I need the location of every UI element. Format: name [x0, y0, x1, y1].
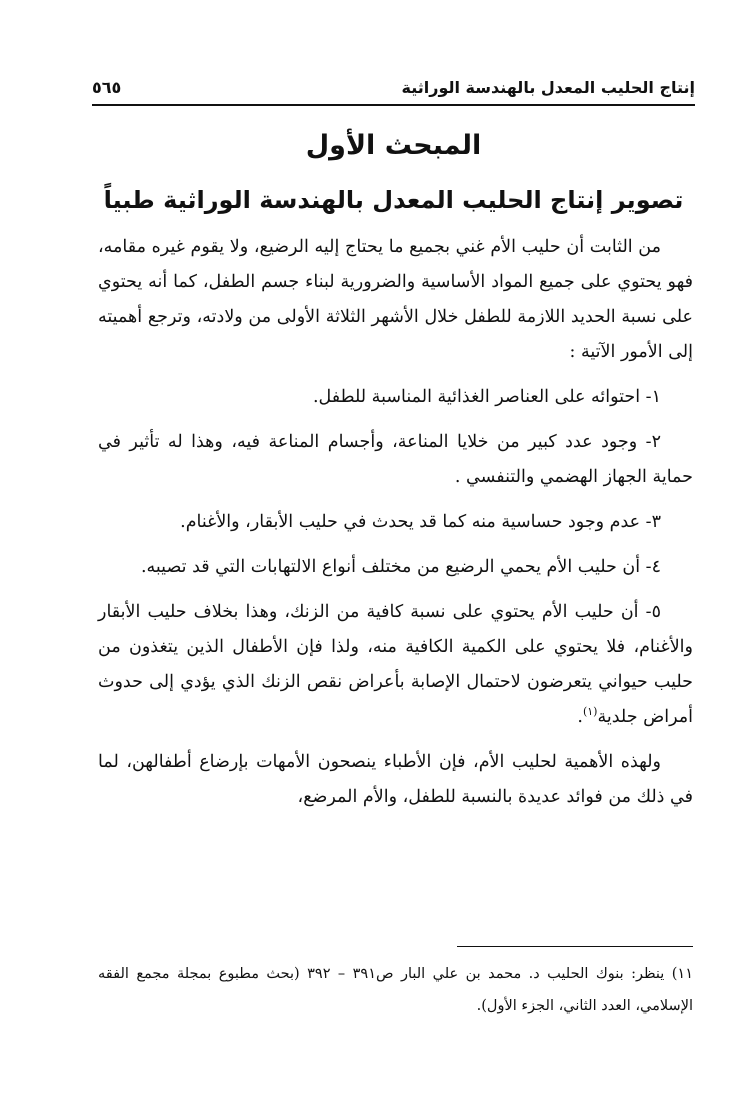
running-title: إنتاج الحليب المعدل بالهندسة الوراثية: [401, 77, 695, 97]
list-item-3: ٣- عدم وجود حساسية منه كما قد يحدث في حليب الأبقار، والأغنام.: [180, 512, 661, 532]
footnote: [98, 958, 693, 1022]
list-item-2: ٢- وجود عدد كبير من خلايا المناعة، وأجسام المناعة فيه، وهذا له تأثير في حماية الجهاز الهضمي والتنفسي .: [98, 432, 693, 487]
footnote-divider: [457, 946, 693, 947]
running-header: [92, 70, 695, 104]
list-item-5: [98, 595, 693, 735]
list-item-4: ٤- أن حليب الأم يحمي الرضيع من مختلف أنواع الالتهابات التي قد تصيبه.: [140, 557, 661, 577]
intro-paragraph: من الثابت أن حليب الأم غني بجميع ما يحتاج إليه الرضيع، ولا يقوم غيره مقامه، فهو يحتوي على جميع المواد الأساسية والضرورية لبناء جسم الطفل، كما أنه يحتوي على نسبة الحديد اللازمة للطفل خلال الأشهر الثلاثة الأولى من ولادته، وترجع أهميته إلى الأمور الآتية :: [98, 237, 693, 362]
page-number: ٥٦٥: [92, 77, 122, 97]
section-subtitle: تصوير إنتاج الحليب المعدل بالهندسة الوراثية طبياً: [103, 186, 684, 214]
body-text: [98, 230, 693, 815]
footnote-text: ١١) ينظر: بنوك الحليب د. محمد بن علي البار ص٣٩١ – ٣٩٢ (بحث مطبوع بمجلة مجمع الفقه الإسلامي، العدد الثاني، الجزء الأول).: [98, 966, 693, 1014]
header-divider: [92, 104, 695, 106]
closing-paragraph: ولهذه الأهمية لحليب الأم، فإن الأطباء ينصحون الأمهات بإرضاع أطفالهن، لما في ذلك من فوائد عديدة بالنسبة للطفل، والأم المرضع،: [98, 752, 693, 807]
list-item-5-end: .: [577, 707, 583, 727]
list-item-5-text: ٥- أن حليب الأم يحتوي على نسبة كافية من الزنك، وهذا بخلاف حليب الأبقار والأغنام، فلا يحتوي على الكمية الكافية منه، ولذا فإن الأطفال الذين يتغذون من حليب حيواني يتعرضون لاحتمال الإصابة بأعراض نقص الزنك الذي يؤدي إلى حدوث أمراض جلدية: [98, 602, 693, 727]
footnote-reference[interactable]: (١): [582, 705, 598, 719]
section-title: المبحث الأول: [305, 130, 482, 161]
list-item-1: ١- احتوائه على العناصر الغذائية المناسبة للطفل.: [312, 387, 661, 407]
